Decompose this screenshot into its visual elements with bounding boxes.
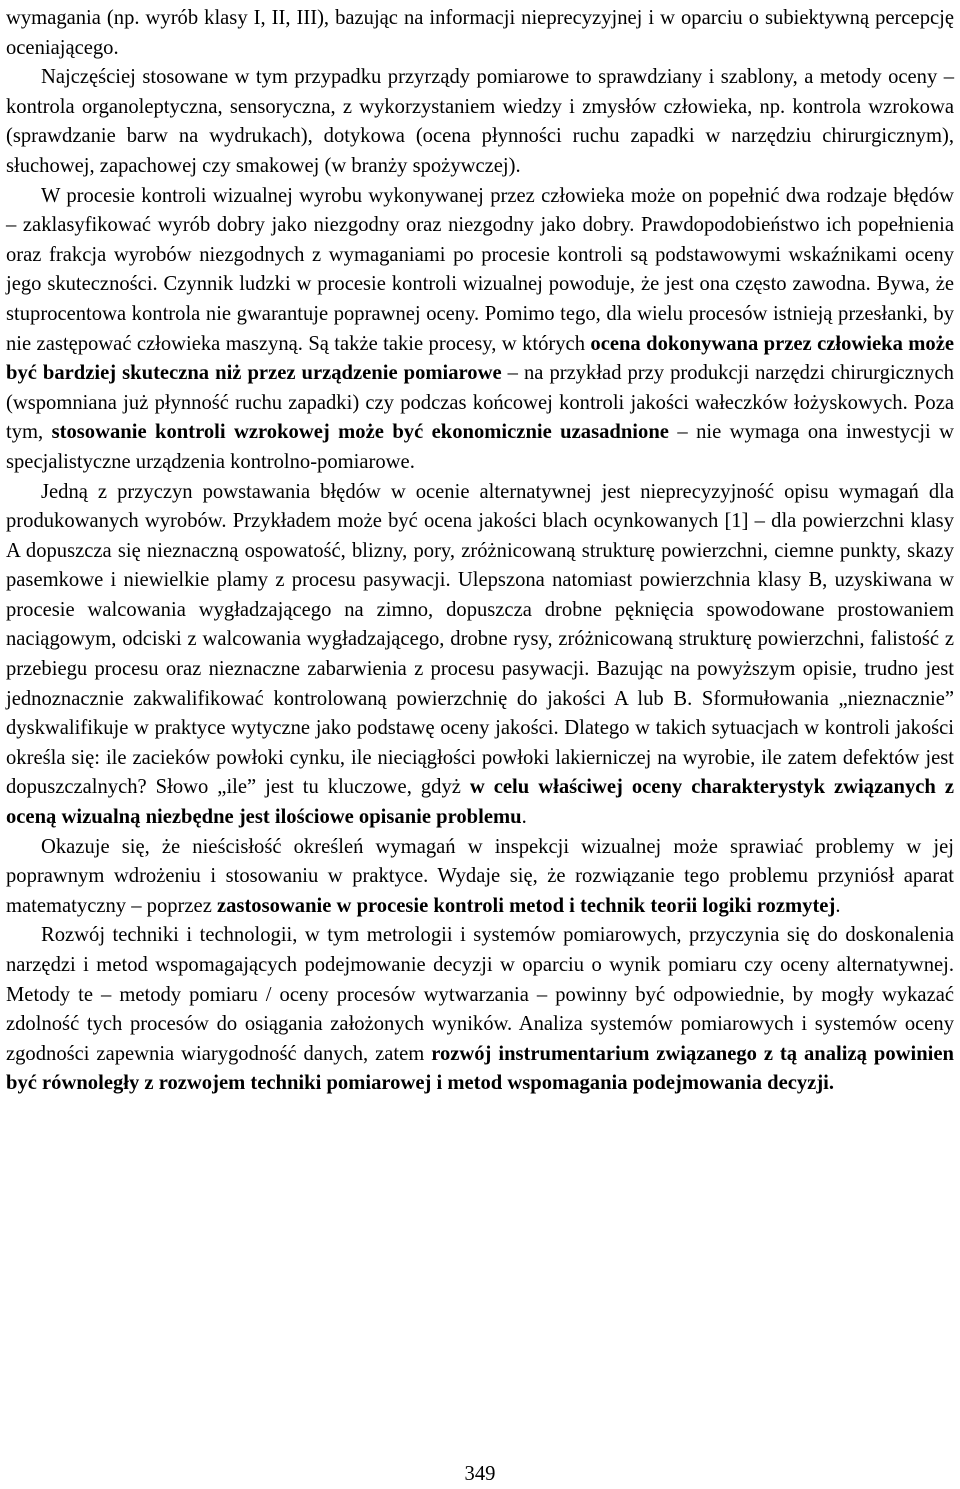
- bold-text: ocena dokonywana przez człowieka może być bardziej skuteczna niż przez urządzenie pomiarowe: [6, 332, 955, 385]
- text-run: Okazuje się, że nieścisłość określeń wymagań w inspekcji wizualnej może sprawiać problemy w jej poprawnym wdrożeniu i stosowaniu w praktyce. Wydaje się, że rozwiązanie tego problemu przyniósł aparat matematyczny – poprzez: [6, 835, 954, 917]
- paragraph: [6, 4, 954, 63]
- bold-text: rozwój instrumentarium związanego z tą analizą powinien być równoległy z rozwojem techniki pomiarowej i metod wspomagania podejmowania decyzji.: [6, 1042, 954, 1095]
- bold-text: stosowanie kontroli wzrokowej może być ekonomicznie uzasadnione: [51, 421, 669, 444]
- text-run: Rozwój techniki i technologii, w tym metrologii i systemów pomiarowych, przyczynia się do doskonalenia narzędzi i metod wspomagających podejmowanie decyzji w oparciu o wynik pomiaru czy oceny alternatywnej. Metody te – metody pomiaru / oceny procesów wytwarzania – powinny być odpowiednie, by mogły wykazać zdolność tych procesów do osiągania założonych wyników. Analiza systemów pomiarowych i systemów oceny zgodności zapewnia wiarygodność danych, zatem: [6, 924, 954, 1065]
- paragraph: [6, 182, 954, 478]
- text-run: W procesie kontroli wizualnej wyrobu wykonywanej przez człowieka może on popełnić dwa rodzaje błędów – zaklasyfikować wyrób dobry jako niezgodny oraz niezgodny jako dobry. Prawdopodobieństwo ich popełnienia oraz frakcja wyrobów niezgodnych z wymaganiami po procesie kontroli są podstawowymi wskaźnikami oceny jego skuteczności. Czynnik ludzki w procesie kontroli wizualnej powoduje, że jest ona często zawodna. Bywa, że stuprocentowa kontrola nie gwarantuje poprawnej oceny. Pomimo tego, dla wielu procesów istnieją przesłanki, by nie zastępować człowieka maszyną. Są także takie procesy, w których: [6, 184, 954, 355]
- text-run: Jedną z przyczyn powstawania błędów w ocenie alternatywnej jest nieprecyzyjność opisu wymagań dla produkowanych wyrobów. Przykładem może być ocena jakości blach ocynkowanych [1] – dla powierzchni klasy A dopuszcza się nieznaczną ospowatość, blizny, pory, zróżnicowaną strukturę powierzchni, ciemne punkty, skazy pasemkowe i niewielkie plamy z procesu pasywacji. Ulepszona natomiast powierzchnia klasy B, uzyskiwana w procesie walcowania wygładzającego na zimno, dopuszcza drobne pęknięcia spowodowane prostowaniem naciągowym, odciski z walcowania wygładzającego, drobne rysy, zróżnicowaną strukturę powierzchni, falistość z przebiegu procesu oraz nieznaczne zabarwienia z procesu pasywacji. Bazując na powyższym opisie, trudno jest jednoznacznie zakwalifikować kontrolowaną powierzchnię do jakości A lub B. Sformułowania „nieznacznie” dyskwalifikuje w praktyce wytyczne jako podstawę oceny jakości. Dlatego w takich sytuacjach w kontroli jakości określa się: ile zacieków powłoki cynku, ile nieciągłości powłoki lakierniczej na wyrobie, ile zatem defektów jest dopuszczalnych? Słowo „ile” jest tu kluczowe, gdyż: [6, 480, 954, 799]
- document-body: [6, 4, 954, 1099]
- paragraph: [6, 63, 954, 181]
- paragraph: [6, 833, 954, 922]
- paragraph: [6, 921, 954, 1099]
- bold-text: w celu właściwej oceny charakterystyk związanych z oceną wizualną niezbędne jest ilościowe opisanie problemu: [6, 776, 954, 829]
- page-number: 349: [464, 1463, 496, 1485]
- text-run: wymagania (np. wyrób klasy I, II, III), bazując na informacji nieprecyzyjnej i w oparciu o subiektywną percepcję oceniającego.: [6, 7, 954, 59]
- text-run: .: [835, 894, 841, 917]
- bold-text: zastosowanie w procesie kontroli metod i technik teorii logiki rozmytej: [217, 894, 836, 917]
- paragraph: [6, 478, 954, 833]
- text-run: – nie wymaga ona inwestycji w specjalistyczne urządzenia kontrolno-pomiarowe.: [6, 421, 954, 473]
- text-run: .: [521, 806, 527, 829]
- text-run: Najczęściej stosowane w tym przypadku przyrządy pomiarowe to sprawdziany i szablony, a metody oceny – kontrola organoleptyczna, sensoryczna, z wykorzystaniem wiedzy i zmysłów człowieka, np. kontrola wzrokowa (sprawdzanie barw na wydrukach), dotykowa (ocena płynności ruchu zapadki w narzędziu chirurgicznym), słuchowej, zapachowej czy smakowej (w branży spożywczej).: [6, 66, 954, 177]
- text-run: – na przykład przy produkcji narzędzi chirurgicznych (wspomniana już płynność ruchu zapadki) czy podczas końcowej kontroli jakości wałeczków łożyskowych. Poza tym,: [6, 362, 954, 444]
